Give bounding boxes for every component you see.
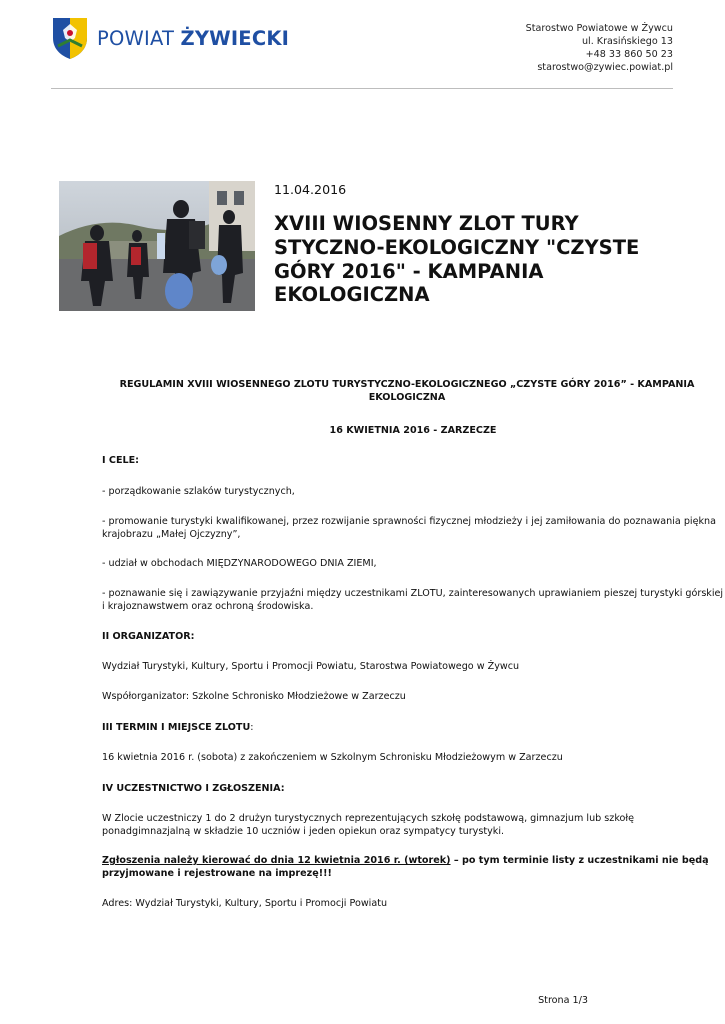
coat-of-arms-icon	[51, 16, 89, 60]
article-title: XVIII WIOSENNY ZLOT TURY STYCZNO-EKOLOGICZNY "CZYSTE GÓRY 2016" - KAMPANIA EKOLOGICZNA	[274, 212, 640, 307]
office-email[interactable]: starostwo@zywiec.powiat.pl	[537, 62, 673, 73]
goal-item: - porządkowanie szlaków turystycznych,	[102, 486, 295, 497]
goal-item: - poznawanie się i zawiązywanie przyjaźni między uczestnikami ZLOTU, zainteresowanych uprawianiem pieszej turystyki górskiej i krajoznawstwem oraz ochroną środowiska.	[102, 588, 724, 612]
powiat-logo[interactable]	[51, 16, 289, 60]
logo-text	[97, 27, 289, 50]
regulation-heading: REGULAMIN XVIII WIOSENNEGO ZLOTU TURYSTYCZNO-EKOLOGICZNEGO „CZYSTE GÓRY 2016” - KAMPANIA EKOLOGICZNA	[119, 379, 695, 403]
section-term-label: III TERMIN I MIEJSCE ZLOTU	[102, 722, 251, 733]
article-date: 11.04.2016	[274, 182, 347, 197]
registration-deadline	[102, 855, 724, 880]
page-number: Strona 1/3	[538, 995, 588, 1006]
section-participation-heading: IV UCZESTNICTWO I ZGŁOSZENIA:	[102, 783, 285, 794]
section-organizer-heading: II ORGANIZATOR:	[102, 631, 195, 642]
address-text: Adres: Wydział Turystyki, Kultury, Sportu i Promocji Powiatu	[102, 898, 388, 909]
office-address: ul. Krasińskiego 13	[581, 36, 673, 47]
contact-block	[526, 22, 673, 74]
logo-text-light: POWIAT	[97, 26, 181, 50]
event-photo	[59, 181, 255, 311]
coorganizer-text: Współorganizator: Szkolne Schronisko Młodzieżowe w Zarzeczu	[102, 691, 406, 702]
section-term-colon: :	[250, 722, 254, 733]
goal-item: - promowanie turystyki kwalifikowanej, przez rozwijanie sprawności fizycznej młodzieży i jej zamiłowania do poznawania piękna krajobrazu „Małej Ojczyzny”,	[102, 516, 716, 540]
logo-text-bold: ŻYWIECKI	[180, 26, 290, 50]
event-date-location: 16 KWIETNIA 2016 - ZARZECZE	[329, 425, 497, 436]
goal-item: - udział w obchodach MIĘDZYNARODOWEGO DNIA ZIEMI,	[102, 558, 377, 569]
office-name: Starostwo Powiatowe w Żywcu	[525, 23, 673, 34]
deadline-rest: – po tym terminie listy z uczestnikami nie będą przyjmowane i rejestrowane na imprezę!!!	[102, 855, 709, 879]
section-goals-heading: I CELE:	[102, 455, 140, 466]
header-divider	[51, 88, 673, 89]
section-term-heading	[102, 722, 724, 735]
organizer-text: Wydział Turystyki, Kultury, Sportu i Promocji Powiatu, Starostwa Powiatowego w Żywcu	[102, 661, 520, 672]
office-phone: +48 33 860 50 23	[585, 49, 673, 60]
deadline-underlined: Zgłoszenia należy kierować do dnia 12 kwietnia 2016 r. (wtorek)	[102, 855, 451, 866]
term-text: 16 kwietnia 2016 r. (sobota) z zakończeniem w Szkolnym Schronisku Młodzieżowym w Zarzeczu	[102, 752, 563, 763]
participation-text: W Zlocie uczestniczy 1 do 2 drużyn turystycznych reprezentujących szkołę podstawową, gimnazjum lub szkołę ponadgimnazjalną w składzie 10 uczniów i jeden opiekun oraz sympatycy turystyki.	[102, 813, 635, 837]
